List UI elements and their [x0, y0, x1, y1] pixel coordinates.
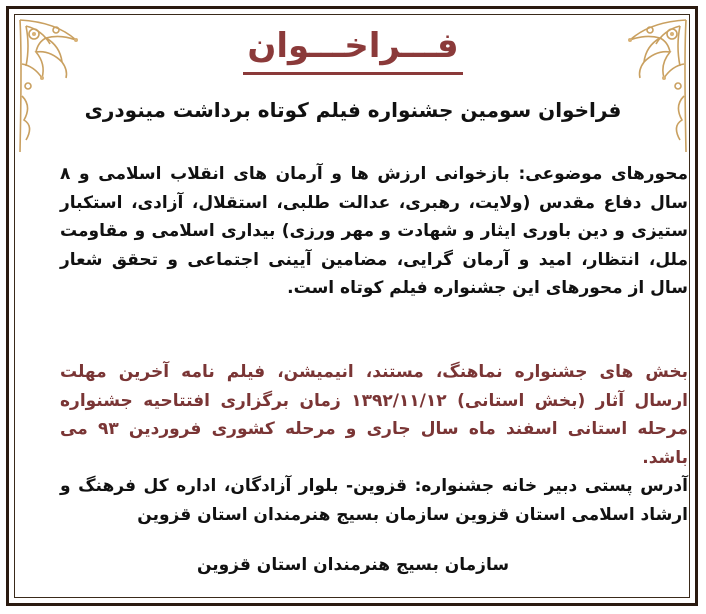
- announcement-title: فـــراخـــوان: [247, 26, 459, 66]
- address-paragraph: آدرس پستی دبیر خانه جشنواره: قزوین- بلوار آزادگان، اداره کل فرهنگ و ارشاد اسلامی استان قزوین سازمان بسیج هنرمندان استان قزوین: [60, 476, 688, 525]
- festival-subtitle: فراخوان سومین جشنواره فیلم کوتاه برداشت مینودری: [84, 98, 622, 122]
- title-underline: [243, 72, 463, 75]
- organization-signature: سازمان بسیج هنرمندان استان قزوین: [196, 555, 510, 575]
- themes-paragraph: محورهای موضوعی: بازخوانی ارزش ها و آرمان های انقلاب اسلامی و ۸ سال دفاع مقدس (ولایت، رهبری، عدالت طلبی، استقلال، آزادی، استکبار ستیزی و دین باوری ایثار و شهادت و مهر ورزی) بیداری اسلامی و مقاومت ملل، انتظار، امید و آرمان گرایی، مضامین آیینی اجتماعی و تحقق شعار سال از محورهای این جشنواره فیلم کوتاه است.: [60, 164, 688, 298]
- sections-deadline-paragraph: بخش های جشنواره نماهنگ، مستند، انیمیشن، فیلم نامه آخرین مهلت ارسال آثار (بخش استانی) ۱۳۹۲/۱۱/۱۲ زمان برگزاری افتتاحیه جشنواره مرحله استانی اسفند ماه سال جاری و مرحله کشوری فروردین ۹۳ می باشد.: [60, 362, 688, 468]
